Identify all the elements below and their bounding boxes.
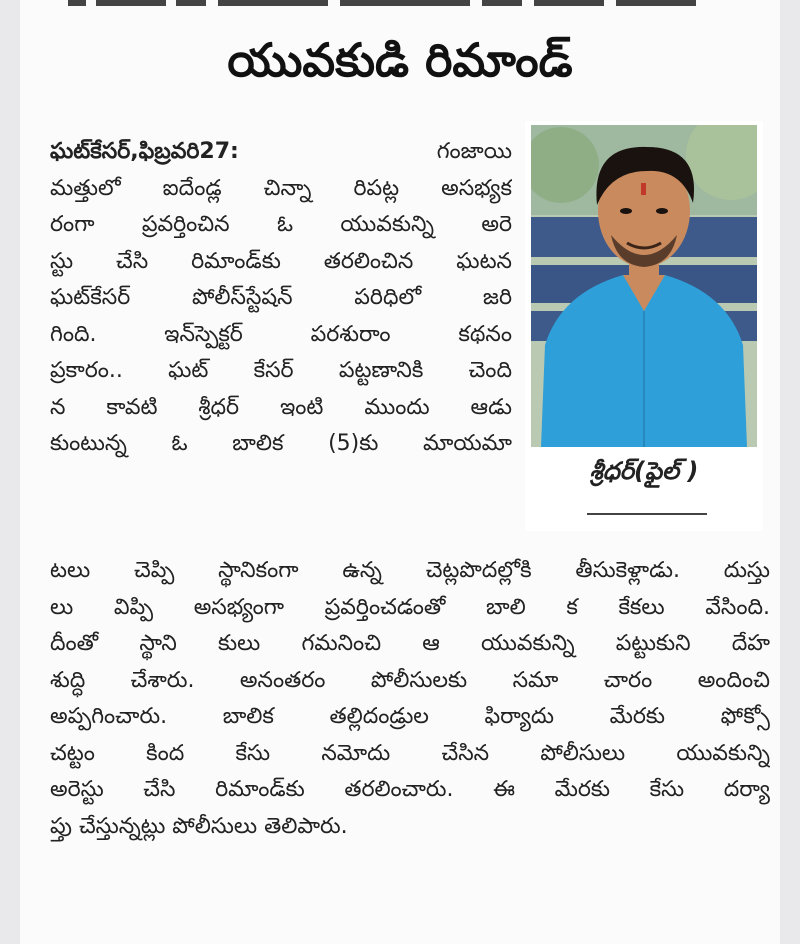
body-line: దీంతో స్థాని కులు గమనించి ఆ యువకున్ని పట్టుకుని దేహ bbox=[50, 631, 770, 656]
body-line: ఘట్‌కేసర్ పోలీస్‌స్టేషన్ పరిధిలో జరి bbox=[50, 285, 512, 310]
headline: యువకుడి రిమాండ్ bbox=[227, 33, 573, 87]
body-line: చట్టం కింద కేసు నమోదు చేసిన పోలీసులు యువకున్ని bbox=[50, 740, 770, 766]
dateline: ఘట్‌కేసర్,ఫిబ్రవరి27: bbox=[50, 139, 239, 164]
body-line: మత్తులో ఐదేండ్ల చిన్నా రిపట్ల అసభ్యక bbox=[50, 175, 512, 201]
body-line: అరెస్టు చేసి రిమాండ్‌కు తరలించారు. ఈ మేరకు కేసు దర్యా bbox=[50, 777, 770, 802]
body-line: రంగా ప్రవర్తించిన ఓ యువకున్ని అరె bbox=[50, 212, 512, 237]
article-body-full-width bbox=[50, 553, 770, 845]
caption-underline bbox=[587, 513, 707, 515]
body-line: అప్పగించారు. బాలిక తల్లిదండ్రుల ఫిర్యాదు మేరకు ఫోక్సో bbox=[50, 704, 770, 729]
body-line: లు విప్పి అసభ్యంగా ప్రవర్తించడంతో బాలి క కేకలు వేసింది. bbox=[50, 594, 770, 620]
clipped-text-fragment bbox=[68, 0, 768, 10]
portrait-illustration bbox=[531, 125, 757, 447]
article-body-side-column bbox=[50, 134, 512, 463]
person-photo bbox=[531, 125, 757, 447]
body-line: శుద్ధి చేశారు. అనంతరం పోలీసులకు సమా చారం అందించి bbox=[50, 667, 770, 693]
photo-box bbox=[525, 121, 763, 531]
body-line-text: గంజాయి bbox=[436, 139, 512, 164]
body-line bbox=[50, 134, 512, 171]
body-line: స్టు చేసి రిమాండ్‌కు తరలించిన ఘటన bbox=[50, 248, 512, 274]
clipped-previous-line bbox=[68, 0, 768, 17]
body-line: ప్రకారం.. ఘట్ కేసర్ పట్టణానికి చెంది bbox=[50, 358, 512, 383]
body-line: టలు చెప్పి స్థానికంగా ఉన్న చెట్లపొదల్లోకి తీసుకెళ్లాడు. దుస్తు bbox=[50, 558, 770, 583]
photo-caption: శ్రీధర్(ఫైల్ ) bbox=[589, 457, 699, 485]
body-line: న కావటి శ్రీధర్ ఇంటి ముందు ఆడు bbox=[50, 394, 512, 420]
body-line: కుంటున్న ఓ బాలిక (5)కు మాయమా bbox=[50, 431, 512, 456]
body-line: గింది. ఇన్‌స్పెక్టర్ పరశురాం కథనం bbox=[50, 321, 512, 347]
newspaper-clipping bbox=[20, 0, 780, 944]
body-line: ప్తు చేస్తున్నట్లు పోలీసులు తెలిపారు. bbox=[50, 813, 348, 839]
